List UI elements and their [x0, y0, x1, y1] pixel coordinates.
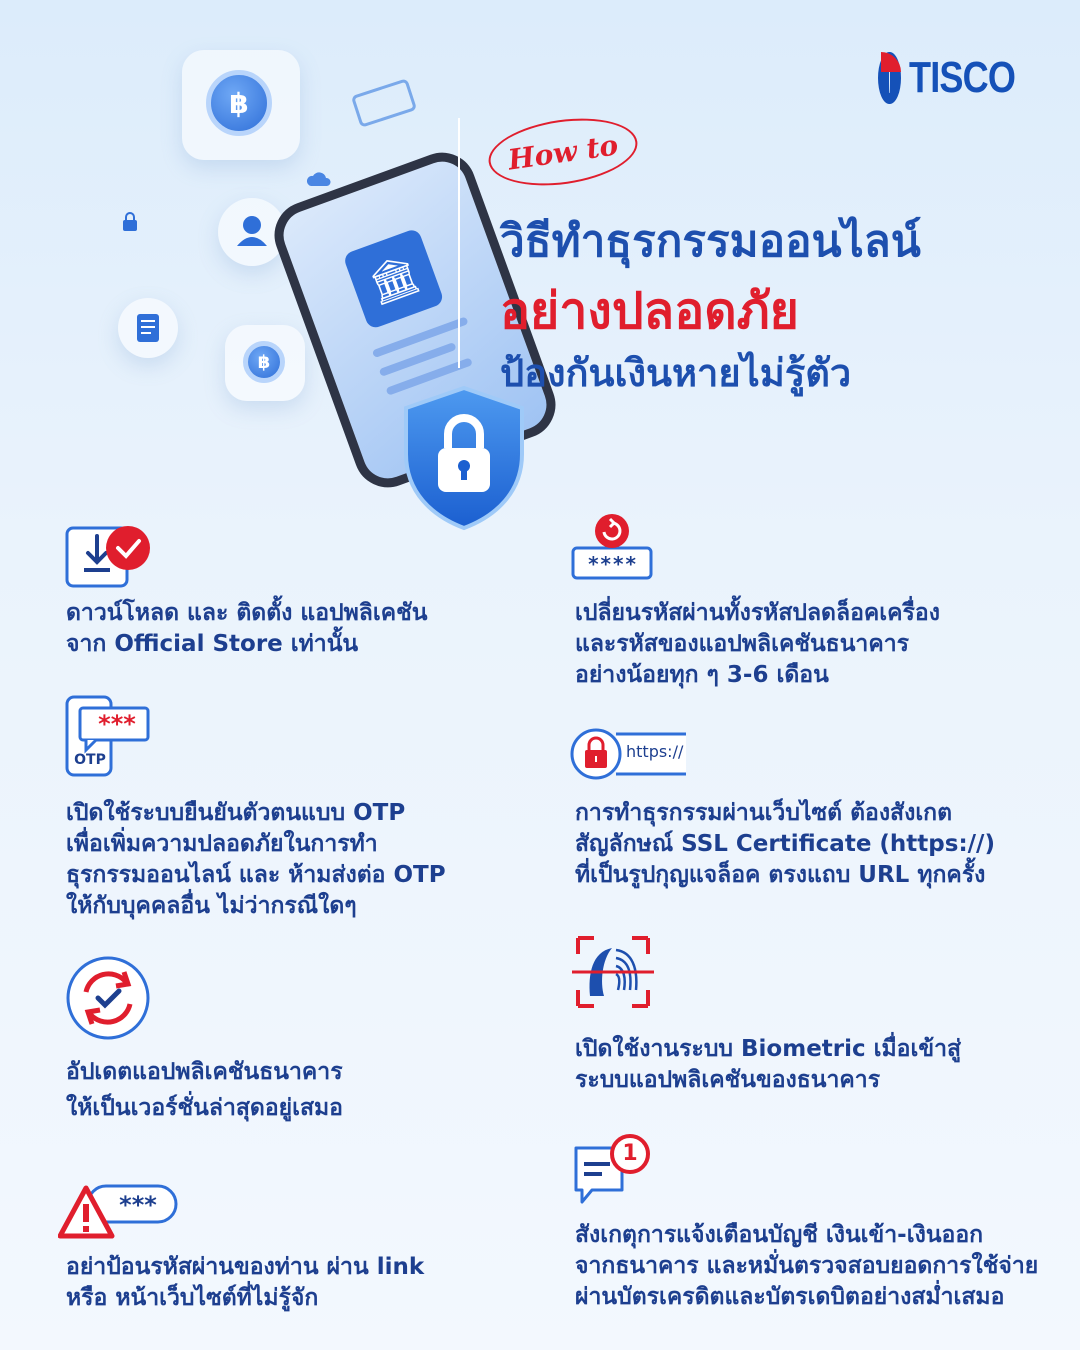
tip-line: การทำธุรกรรมผ่านเว็บไซต์ ต้องสังเกต: [575, 800, 953, 826]
tip-notification: [575, 1220, 1038, 1313]
tip-line: ดาวน์โหลด และ ติดตั้ง แอปพลิเคชัน: [66, 600, 428, 626]
tip-line: หรือ หน้าเว็บไซต์ที่ไม่รู้จัก: [66, 1285, 319, 1311]
document-icon: [118, 298, 178, 358]
tip-line: อย่าป้อนรหัสผ่านของท่าน ผ่าน link: [66, 1254, 425, 1280]
tip-ssl: [575, 798, 995, 891]
headline-line3: ป้องกันเงินหายไม่รู้ตัว: [500, 351, 852, 395]
cloud-icon: [305, 170, 333, 190]
https-label: https://: [626, 742, 684, 761]
otp-phone-icon: [64, 694, 154, 780]
shield-lock-icon: [396, 382, 532, 532]
howto-text: How to: [505, 127, 621, 177]
warning-password-icon: [58, 1180, 182, 1244]
tip-line: และรหัสของแอปพลิเคชันธนาคาร: [575, 631, 909, 657]
tip-phishing: [66, 1252, 424, 1314]
logo-text: TISCO: [908, 53, 1015, 102]
download-check-icon: [64, 522, 154, 592]
card-icon: [350, 78, 420, 128]
https-lock-icon: [570, 728, 690, 782]
otp-stars: ***: [98, 710, 136, 738]
password-stars: ***: [119, 1191, 157, 1219]
notification-message-icon: [572, 1134, 654, 1210]
baht-coin-small-icon: ฿: [243, 341, 285, 383]
lock-small-icon: [120, 210, 140, 234]
tip-line: ระบบแอปพลิเคชันของธนาคาร: [575, 1067, 881, 1093]
tip-line: ผ่านบัตรเครดิตและบัตรเดบิตอย่างสม่ำเสมอ: [575, 1284, 1005, 1310]
bank-icon: 🏛: [342, 228, 445, 331]
headline-line1: วิธีทำธุรกรรมออนไลน์: [500, 216, 921, 267]
password-refresh-icon: [570, 512, 654, 582]
notification-count: 1: [622, 1141, 638, 1166]
doc-tile: [118, 298, 178, 358]
tip-line: สัญลักษณ์ SSL Certificate (https://): [575, 831, 995, 857]
tip-line: ให้กับบุคคลอื่น ไม่ว่ากรณีใดๆ: [66, 893, 357, 919]
tip-change-password: [575, 598, 940, 691]
tip-line: ธุรกรรมออนไลน์ และ ห้ามส่งต่อ OTP: [66, 862, 446, 888]
tip-line: จากธนาคาร และหมั่นตรวจสอบยอดการใช้จ่าย: [575, 1253, 1039, 1279]
tip-biometric: [575, 1034, 961, 1096]
coin-tile: [182, 50, 300, 160]
tip-otp: [66, 798, 446, 922]
tip-line: เปิดใช้งานระบบ Biometric เมื่อเข้าสู่: [575, 1036, 962, 1062]
biometric-scan-icon: [570, 934, 656, 1010]
tip-line: จาก Official Store เท่านั้น: [66, 631, 359, 657]
tip-line: เพื่อเพิ่มความปลอดภัยในการทำ: [66, 831, 378, 857]
password-stars: ****: [588, 552, 638, 576]
tip-line: ให้เป็นเวอร์ชั่นล่าสุดอยู่เสมอ: [66, 1095, 343, 1121]
tip-line: สังเกตุการแจ้งเตือนบัญชี เงินเข้า-เงินออก: [575, 1222, 984, 1248]
otp-label: OTP: [74, 752, 106, 768]
baht-coin-icon: ฿: [206, 70, 272, 136]
tip-line: เปิดใช้ระบบยืนยันตัวตนแบบ OTP: [66, 800, 406, 826]
coin-tile-small: [225, 325, 305, 401]
logo-mark-icon: [878, 52, 901, 104]
headline-line2: อย่างปลอดภัย: [500, 282, 799, 340]
tip-line: อย่างน้อยทุก ๆ 3-6 เดือน: [575, 662, 829, 688]
tip-download: [66, 598, 427, 660]
hero-divider: [458, 118, 460, 368]
update-sync-icon: [64, 956, 154, 1042]
tip-line: อัปเดตแอปพลิเคชันธนาคาร: [66, 1059, 343, 1085]
tip-line: เปลี่ยนรหัสผ่านทั้งรหัสปลดล็อคเครื่อง: [575, 600, 940, 626]
tip-update: [66, 1054, 343, 1126]
tip-line: ที่เป็นรูปกุญแจล็อค ตรงแถบ URL ทุกครั้ง: [575, 862, 986, 888]
tisco-logo: [878, 48, 1038, 108]
